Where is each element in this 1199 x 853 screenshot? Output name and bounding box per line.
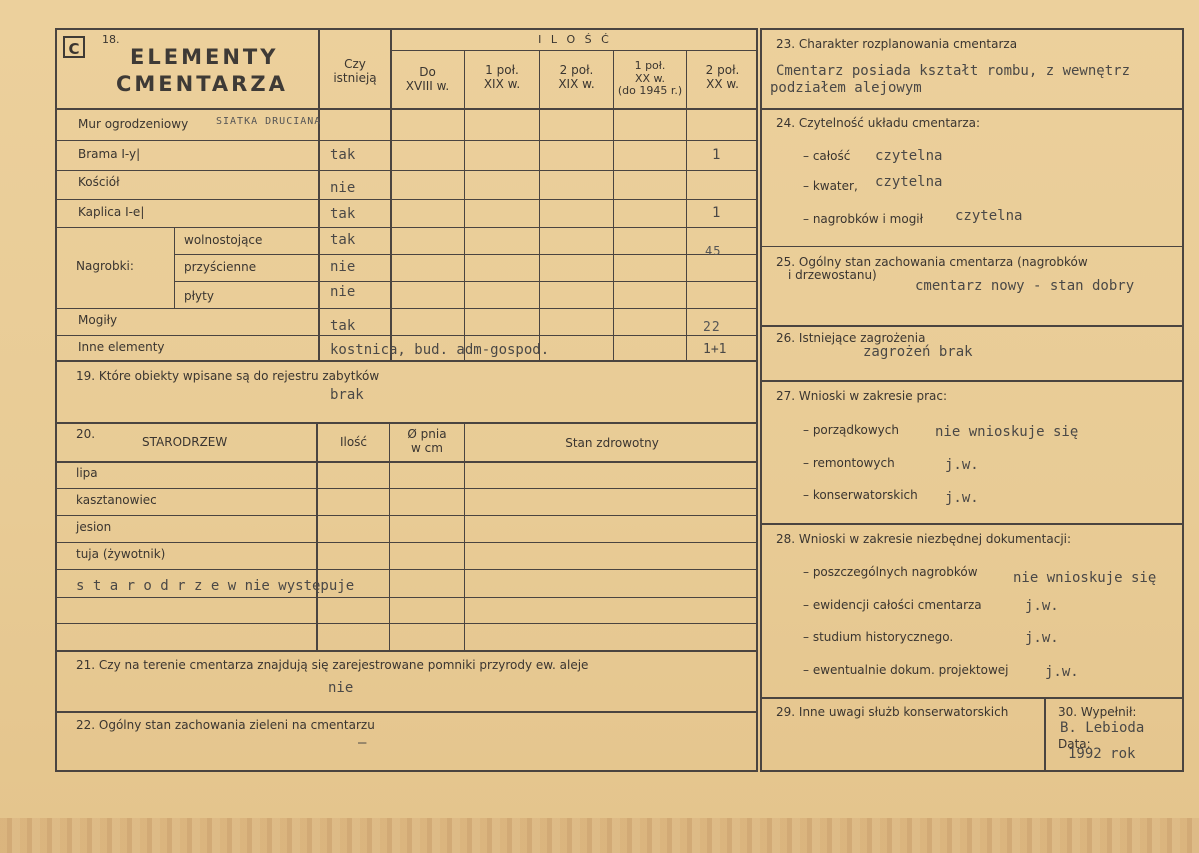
row-kaplica-value: 1 (712, 205, 721, 221)
row-line (55, 542, 758, 543)
row-mur-handwritten: SIATKA DRUCIANA (216, 116, 322, 127)
row-inne-label: Inne elementy (78, 340, 165, 354)
q24-item-1-value: czytelna (875, 148, 943, 164)
ilosc-header: I L O Ś Ć (538, 33, 612, 46)
row-line (55, 515, 758, 516)
q25-label-2: i drzewostanu) (788, 268, 877, 282)
row-plyty-label: płyty (184, 289, 214, 303)
title-line-1: ELEMENTY (130, 45, 279, 69)
tree-jesion: jesion (76, 520, 112, 534)
row-mogily-label: Mogiły (78, 313, 118, 327)
divider (760, 697, 1184, 699)
row-line (55, 569, 758, 570)
q24-item-3-value: czytelna (955, 208, 1023, 224)
stan-header: Stan zdrowotny (565, 436, 659, 450)
torn-edge (0, 818, 1199, 853)
period-4: 1 poł. XX w. (do 1945 r.) (617, 59, 683, 98)
q24-item-1-label: – całość (803, 149, 851, 163)
row-kaplica-czy: tak (330, 206, 356, 222)
row-brama-value: 1 (712, 147, 721, 163)
divider (760, 108, 1184, 110)
row-wolno-value: 45 (705, 244, 722, 258)
q28-item-4-label: – ewentualnie dokum. projektowej (803, 663, 1009, 677)
row-line (55, 488, 758, 489)
divider (686, 50, 687, 360)
divider (760, 523, 1184, 525)
q24-item-3-label: – nagrobków i mogił (803, 212, 924, 226)
q27-label: 27. Wnioski w zakresie prac: (776, 389, 948, 403)
divider (464, 422, 465, 650)
q28-item-4-value: j.w. (1045, 664, 1079, 680)
num-20: 20. (76, 427, 96, 441)
q27-item-2-value: j.w. (945, 457, 979, 473)
row-kosciol-label: Kościół (78, 175, 120, 189)
ilosc-tree-header: Ilość (339, 435, 368, 449)
divider (1044, 697, 1046, 772)
row-inne-value: 1+1 (703, 342, 727, 357)
q22-label: 22. Ogólny stan zachowania zieleni na cmentarzu (76, 718, 375, 732)
num-18: 18. (102, 33, 120, 46)
pnia-header: Ø pnia w cm (407, 427, 447, 455)
divider (760, 380, 1184, 382)
data-value: 1992 rok (1068, 746, 1136, 762)
tree-note: s t a r o d r z e w nie występuje (76, 578, 355, 594)
row-line (55, 597, 758, 598)
tree-kasztanowiec: kasztanowiec (76, 493, 157, 507)
q24-item-2-label: – kwater, (803, 179, 858, 193)
period-3: 2 poł. XIX w. (558, 63, 595, 91)
q28-item-2-value: j.w. (1025, 598, 1059, 614)
row-przysc-czy: nie (330, 259, 356, 275)
row-mur-label: Mur ogrodzeniowy (78, 117, 189, 131)
letter-box: C (63, 36, 85, 58)
row-line (55, 227, 758, 228)
period-5: 2 poł. XX w. (705, 63, 740, 91)
row-wolno-czy: tak (330, 232, 356, 248)
row-line (55, 308, 758, 309)
q21-label: 21. Czy na terenie cmentarza znajdują się zarejestrowane pomniki przyrody ew. aleje (76, 658, 589, 672)
row-inne-czy: kostnica, bud. adm-gospod. (330, 342, 550, 358)
divider (55, 461, 758, 463)
q23-label: 23. Charakter rozplanowania cmentarza (776, 37, 1018, 51)
q30-label: 30. Wypełnił: (1058, 705, 1137, 719)
divider (464, 50, 465, 360)
q23-answer-1: Cmentarz posiada kształt rombu, z wewnętrz (776, 63, 1131, 79)
row-line (174, 254, 758, 255)
q21-answer: nie (328, 680, 354, 696)
q19-label: 19. Które obiekty wpisane są do rejestru zabytków (76, 369, 380, 383)
divider (174, 227, 175, 308)
q29-label: 29. Inne uwagi służb konserwatorskich (776, 705, 1009, 719)
q26-answer: zagrożeń brak (863, 344, 973, 360)
divider (316, 422, 318, 650)
q30-answer: B. Lebioda (1060, 720, 1145, 736)
q27-item-2-label: – remontowych (803, 456, 895, 470)
divider (389, 422, 390, 650)
nagrobki-label: Nagrobki: (76, 259, 134, 273)
q22-answer: – (358, 735, 367, 751)
divider (760, 246, 1184, 247)
row-przysc-label: przyścienne (184, 260, 257, 274)
q27-item-1-value: nie wnioskuje się (935, 424, 1079, 440)
q26-label: 26. Istniejące zagrożenia (776, 331, 926, 345)
q28-item-1-label: – poszczególnych nagrobków (803, 565, 978, 579)
row-line (55, 170, 758, 171)
row-mogily-value: 22 (703, 320, 721, 335)
divider (539, 50, 540, 360)
row-line (55, 623, 758, 624)
divider (390, 50, 758, 51)
row-line (174, 281, 758, 282)
q28-label: 28. Wnioski w zakresie niezbędnej dokumentacji: (776, 532, 1072, 546)
row-brama-label: Brama I-y| (78, 147, 141, 161)
q28-item-1-value: nie wnioskuje się (1013, 570, 1157, 586)
q28-item-2-label: – ewidencji całości cmentarza (803, 598, 982, 612)
q27-item-3-value: j.w. (945, 490, 979, 506)
q27-item-3-label: – konserwatorskich (803, 488, 918, 502)
period-2: 1 poł. XIX w. (483, 63, 521, 91)
row-wolno-label: wolnostojące (184, 233, 263, 247)
row-mogily-czy: tak (330, 318, 356, 334)
q27-item-1-label: – porządkowych (803, 423, 899, 437)
q28-item-3-value: j.w. (1025, 630, 1059, 646)
row-brama-czy: tak (330, 147, 356, 163)
row-line (55, 140, 758, 141)
q24-item-2-value: czytelna (875, 174, 943, 190)
starodrzew-header: STARODRZEW (142, 435, 228, 449)
period-1: Do XVIII w. (405, 65, 450, 93)
data-label: Data: (1058, 737, 1091, 751)
czy-header: Czy istnieją (333, 57, 377, 85)
row-kosciol-czy: nie (330, 180, 356, 196)
row-line (55, 335, 758, 336)
q19-answer: brak (330, 387, 364, 403)
row-plyty-czy: nie (330, 284, 356, 300)
divider (55, 711, 758, 713)
divider (55, 108, 758, 110)
title-line-2: CMENTARZA (116, 72, 288, 96)
tree-tuja: tuja (żywotnik) (76, 547, 166, 561)
row-kaplica-label: Kaplica I-e| (78, 205, 145, 219)
divider (55, 422, 758, 424)
divider (55, 650, 758, 652)
q24-label: 24. Czytelność układu cmentarza: (776, 116, 981, 130)
divider (55, 360, 758, 362)
divider (760, 325, 1184, 327)
row-line (55, 199, 758, 200)
q28-item-3-label: – studium historycznego. (803, 630, 954, 644)
q23-answer-2: podziałem alejowym (770, 80, 922, 96)
q25-answer: cmentarz nowy - stan dobry (915, 278, 1135, 294)
q25-label-1: 25. Ogólny stan zachowania cmentarza (nagrobków (776, 255, 1088, 269)
tree-lipa: lipa (76, 466, 98, 480)
